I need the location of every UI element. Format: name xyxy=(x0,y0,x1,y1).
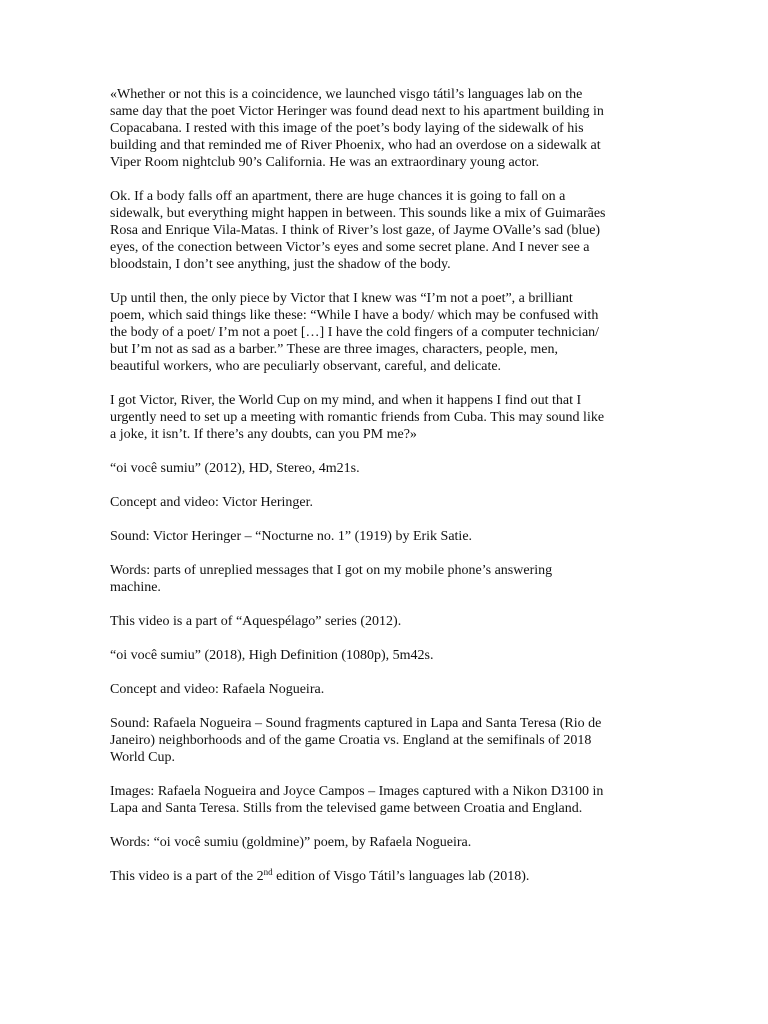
text-line xyxy=(110,868,650,885)
credit-images xyxy=(110,783,650,817)
text-line: same day that the poet Victor Heringer was found dead next to his apartment building in xyxy=(110,104,604,119)
text-line: Ok. If a body falls off an apartment, there are huge chances it is going to fall on a xyxy=(110,189,566,204)
text-line: eyes, of the conection between Victor’s eyes and some secret plane. And I never see a xyxy=(110,240,590,255)
credit-concept xyxy=(110,494,650,511)
credits-2018-section xyxy=(110,647,650,885)
text-line: Rosa and Enrique Vila-Matas. I think of River’s lost gaze, of Jayme OValle’s sad (blue) xyxy=(110,223,601,238)
text-line: “oi você sumiu” (2012), HD, Stereo, 4m21s. xyxy=(110,461,360,476)
text-line: I got Victor, River, the World Cup on my mind, and when it happens I find out that I xyxy=(110,393,582,408)
text-line: This video is a part of “Aquespélago” series (2012). xyxy=(110,614,402,629)
intro-paragraph-1 xyxy=(110,86,650,171)
credit-series xyxy=(110,613,650,630)
edition-ordinal-suffix: nd xyxy=(263,867,273,877)
text-line: World Cup. xyxy=(110,750,175,765)
text-line: “oi você sumiu” (2018), High Definition (1080p), 5m42s. xyxy=(110,648,434,663)
credit-title xyxy=(110,647,650,664)
intro-paragraph-2 xyxy=(110,188,650,273)
text-line: Images: Rafaela Nogueira and Joyce Campos – Images captured with a Nikon D3100 in xyxy=(110,784,604,799)
text-line: bloodstain, I don’t see anything, just the shadow of the body. xyxy=(110,257,451,272)
text-line: the body of a poet/ I’m not a poet […] I have the cold fingers of a computer technician/ xyxy=(110,325,600,340)
text-line: Lapa and Santa Teresa. Stills from the televised game between Croatia and England. xyxy=(110,801,583,816)
credit-concept xyxy=(110,681,650,698)
intro-paragraph-3 xyxy=(110,290,650,375)
text-line: Concept and video: Victor Heringer. xyxy=(110,495,314,510)
text-line: machine. xyxy=(110,580,161,595)
credit-edition xyxy=(110,868,650,885)
text-line: sidewalk, but everything might happen in between. This sounds like a mix of Guimarães xyxy=(110,206,606,221)
text-line: urgently need to set up a meeting with romantic friends from Cuba. This may sound like xyxy=(110,410,605,425)
text-line: Viper Room nightclub 90’s California. He was an extraordinary young actor. xyxy=(110,155,540,170)
intro-section xyxy=(110,86,650,443)
credit-words xyxy=(110,834,650,851)
text-line: building and that reminded me of River Phoenix, who had an overdose on a sidewalk at xyxy=(110,138,601,153)
credit-title xyxy=(110,460,650,477)
text-line: Concept and video: Rafaela Nogueira. xyxy=(110,682,325,697)
document-page xyxy=(110,86,650,902)
edition-text-before: This video is a part of the 2 xyxy=(110,869,264,884)
text-line: poem, which said things like these: “While I have a body/ which may be confused with xyxy=(110,308,599,323)
text-line: Janeiro) neighborhoods and of the game Croatia vs. England at the semifinals of 2018 xyxy=(110,733,592,748)
text-line: Words: “oi você sumiu (goldmine)” poem, by Rafaela Nogueira. xyxy=(110,835,472,850)
credit-sound xyxy=(110,715,650,766)
intro-paragraph-4 xyxy=(110,392,650,443)
credit-sound xyxy=(110,528,650,545)
credits-2012-section xyxy=(110,460,650,630)
text-line: but I’m not as sad as a barber.” These are three images, characters, people, men, xyxy=(110,342,558,357)
text-line: Words: parts of unreplied messages that I got on my mobile phone’s answering xyxy=(110,563,553,578)
text-line: Copacabana. I rested with this image of the poet’s body laying of the sidewalk of his xyxy=(110,121,584,136)
edition-text-after: edition of Visgo Tátil’s languages lab (2018). xyxy=(272,869,530,884)
credit-words xyxy=(110,562,650,596)
text-line: Sound: Rafaela Nogueira – Sound fragments captured in Lapa and Santa Teresa (Rio de xyxy=(110,716,602,731)
text-line: Sound: Victor Heringer – “Nocturne no. 1” (1919) by Erik Satie. xyxy=(110,529,473,544)
text-line: Up until then, the only piece by Victor that I knew was “I’m not a poet”, a brilliant xyxy=(110,291,573,306)
text-line: a joke, it isn’t. If there’s any doubts, can you PM me?» xyxy=(110,427,417,442)
text-line: beautiful workers, who are peculiarly observant, careful, and delicate. xyxy=(110,359,502,374)
text-line: «Whether or not this is a coincidence, we launched visgo tátil’s languages lab on the xyxy=(110,87,583,102)
